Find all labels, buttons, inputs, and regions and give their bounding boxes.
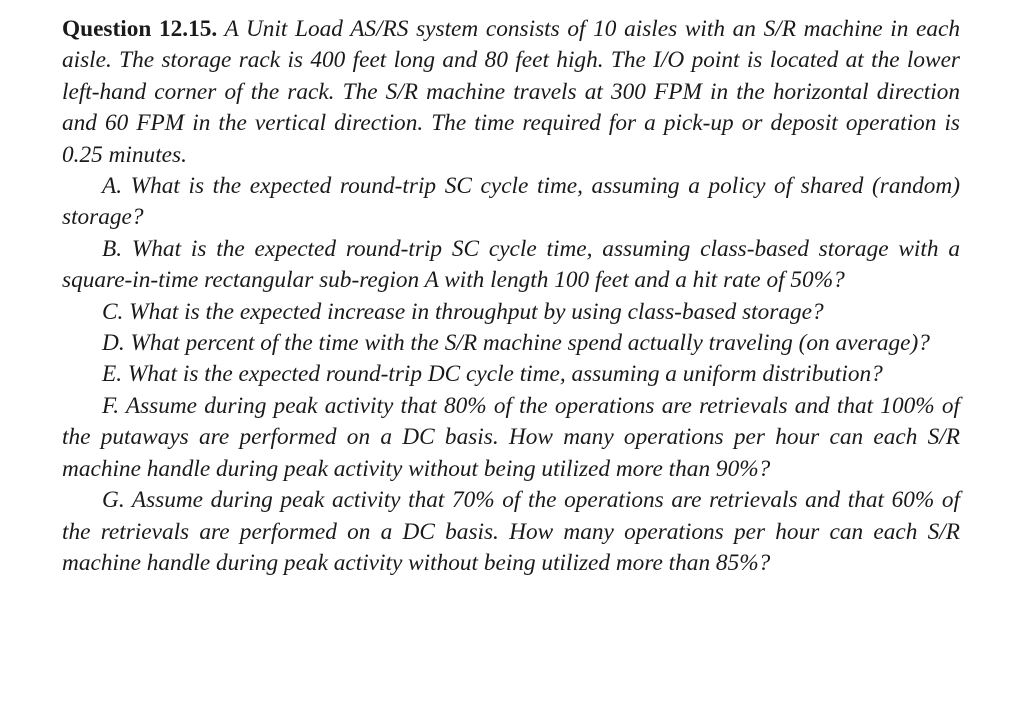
question-intro-paragraph bbox=[62, 14, 960, 171]
question-document bbox=[62, 14, 960, 579]
question-intro-text: A Unit Load AS/RS system consists of 10 aisles with an S/R machine in each aisle. The storage rack is 400 feet long and 80 feet high. The I/O point is located at the lower left-hand corner of the rack. The S/R machine travels at 300 FPM in the horizontal direction and 60 FPM in the vertical direction. The time required for a pick-up or deposit operation is 0.25 minutes. bbox=[62, 16, 960, 168]
part-f: F. Assume during peak activity that 80% of the operations are retrievals and that 100% of the putaways are performed on a DC basis. How many operations per hour can each S/R machine handle during peak activity without being utilized more than 90%? bbox=[62, 392, 960, 482]
part-b: B. What is the expected round-trip SC cycle time, assuming class-based storage with a square-in-time rectangular sub-region A with length 100 feet and a hit rate of 50%? bbox=[62, 235, 960, 294]
part-c: C. What is the expected increase in throughput by using class-based storage? bbox=[102, 298, 824, 325]
part-g: G. Assume during peak activity that 70% of the operations are retrievals and that 60% of the retrievals are performed on a DC basis. How many operations per hour can each S/R machine handle during peak activity without being utilized more than 85%? bbox=[62, 487, 960, 576]
question-label: Question 12.15. bbox=[62, 16, 218, 42]
part-e: E. What is the expected round-trip DC cycle time, assuming a uniform distribution? bbox=[102, 361, 883, 388]
part-a: A. What is the expected round-trip SC cycle time, assuming a policy of shared (random) storage? bbox=[62, 173, 960, 231]
part-d: D. What percent of the time with the S/R machine spend actually traveling (on average)? bbox=[102, 330, 930, 357]
